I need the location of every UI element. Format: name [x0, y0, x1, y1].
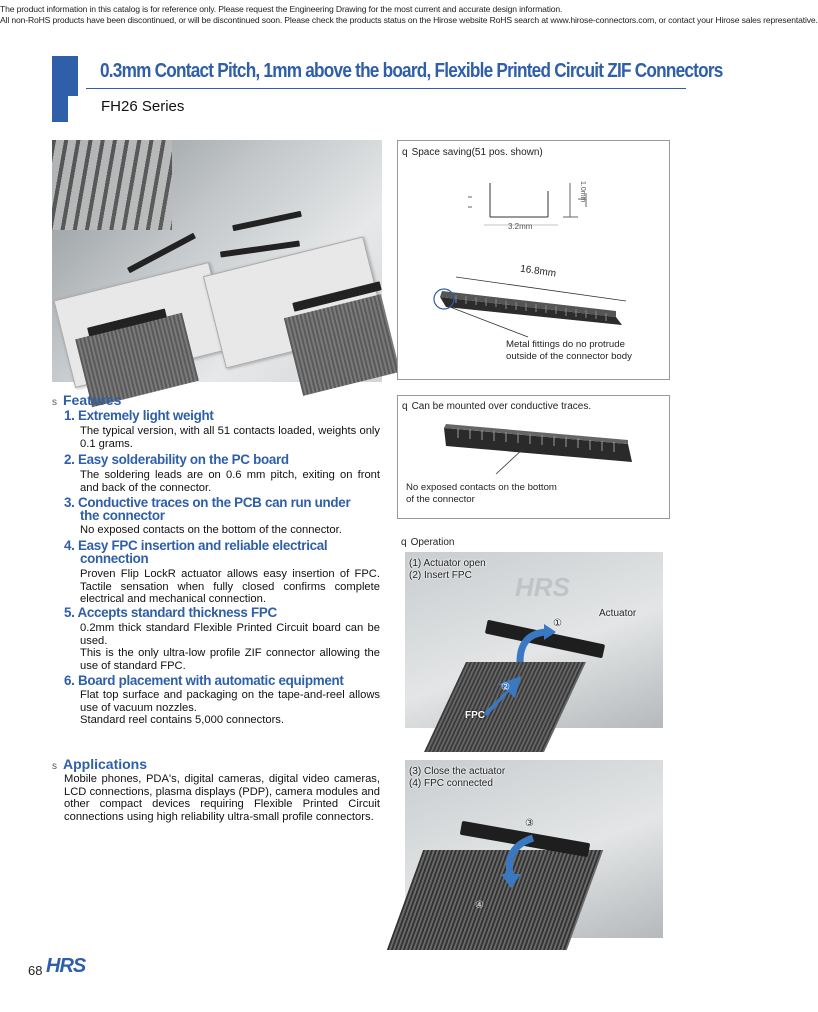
- feature-5-body: 0.2mm thick standard Flexible Printed Circuit board can be used.: [80, 622, 380, 647]
- num-2-label: ②: [501, 682, 510, 693]
- feature-4-title-cont: connection: [80, 551, 149, 566]
- applications-body: Mobile phones, PDA's, digital cameras, digital video cameras, LCD connections, plasma displays (PDP), camera modules and other compact devices requiring Flexible Printed Circuit connections using high reliability ultra-small profile connectors.: [64, 773, 380, 823]
- notice-line-2: All non-RoHS products have been discontinued, or will be discontinued soon. Please check the products status on the Hirose website RoHS search at www.hirose-connectors.com, or contact your Hirose sales representative.: [0, 15, 818, 25]
- operation-photo-closed: [405, 760, 663, 938]
- feature-1-title: 1. Extremely light weight: [64, 408, 214, 423]
- fpc-cable: [387, 850, 603, 950]
- conductive-traces-heading: q Can be mounted over conductive traces.: [402, 401, 592, 412]
- features-heading: s Features: [52, 392, 122, 408]
- actuator-label: Actuator: [599, 608, 637, 619]
- feature-3-title-cont: the connector: [80, 508, 165, 523]
- step-4-label: (4) FPC connected: [409, 778, 493, 789]
- step-3-label: (3) Close the actuator: [409, 766, 506, 777]
- space-saving-box: [397, 140, 670, 380]
- space-saving-heading: q Space saving(51 pos. shown): [402, 147, 543, 158]
- connector-bottom-drawing: [438, 416, 638, 476]
- feature-3-body: No exposed contacts on the bottom of the connector.: [80, 524, 342, 536]
- feature-1-body: The typical version, with all 51 contacts loaded, weights only 0.1 grams.: [80, 425, 380, 450]
- feature-2-body: The soldering leads are on 0.6 mm pitch, exiting on front and back of the connector.: [80, 469, 380, 494]
- num-1-label: ①: [553, 618, 562, 629]
- dim-depth-label: 3.2mm: [508, 222, 533, 231]
- title-rule: [86, 88, 686, 89]
- dim-length-label: 16.8mm: [519, 263, 557, 280]
- feature-6-title: 6. Board placement with automatic equipment: [64, 673, 344, 688]
- num-4-label: ④: [475, 900, 484, 911]
- feature-6-body-2: Standard reel contains 5,000 connectors.: [80, 714, 284, 726]
- feature-2-title: 2. Easy solderability on the PC board: [64, 452, 289, 467]
- hrs-logo: HRS: [46, 955, 86, 977]
- header-accent-bar: [52, 56, 68, 122]
- fpc-label: FPC: [465, 710, 485, 721]
- space-saving-note-2: outside of the connector body: [506, 351, 632, 362]
- feature-5-body-2: This is the only ultra-low profile ZIF connector allowing the use of standard FPC.: [80, 647, 380, 672]
- feature-6-body: Flat top surface and packaging on the tape-and-reel allows use of vacuum nozzles.: [80, 689, 380, 714]
- photo-background-gallery: [52, 140, 172, 230]
- step-1-label: (1) Actuator open: [409, 558, 486, 569]
- dim-height-label: 1.0mm: [579, 181, 586, 203]
- operation-heading: q Operation: [401, 537, 455, 548]
- num-3-label: ③: [525, 818, 534, 829]
- space-saving-note-1: Metal fittings do no protrude: [506, 339, 625, 350]
- feature-4-title: 4. Easy FPC insertion and reliable electrical: [64, 538, 328, 553]
- applications-heading: s Applications: [52, 756, 148, 772]
- feature-4-body: Proven Flip LockR actuator allows easy insertion of FPC. Tactile sensation when fully closed confirms complete electrical and mechanical connection.: [80, 568, 380, 606]
- step-2-label: (2) Insert FPC: [409, 570, 472, 581]
- close-arrow-icon: [497, 830, 547, 890]
- connector-sample: [232, 211, 302, 231]
- page-number: 68: [28, 963, 43, 978]
- conductive-traces-note-1: No exposed contacts on the bottom: [406, 482, 557, 493]
- hrs-watermark: HRS: [515, 572, 570, 602]
- page-title: 0.3mm Contact Pitch, 1mm above the board, Flexible Printed Circuit ZIF Connectors: [100, 60, 723, 82]
- conductive-traces-box: [397, 395, 670, 519]
- product-photo: [52, 140, 382, 382]
- operation-photo-open: [405, 552, 663, 728]
- notice-line-1: The product information in this catalog is for reference only. Please request the Engineering Drawing for the most current and accurate design information.: [0, 4, 563, 14]
- feature-5-title: 5. Accepts standard thickness FPC: [64, 605, 277, 620]
- feature-3-title: 3. Conductive traces on the PCB can run under: [64, 495, 351, 510]
- header-accent-bar-small: [68, 56, 78, 96]
- series-name: FH26 Series: [101, 98, 185, 115]
- conductive-traces-note-2: of the connector: [406, 494, 475, 505]
